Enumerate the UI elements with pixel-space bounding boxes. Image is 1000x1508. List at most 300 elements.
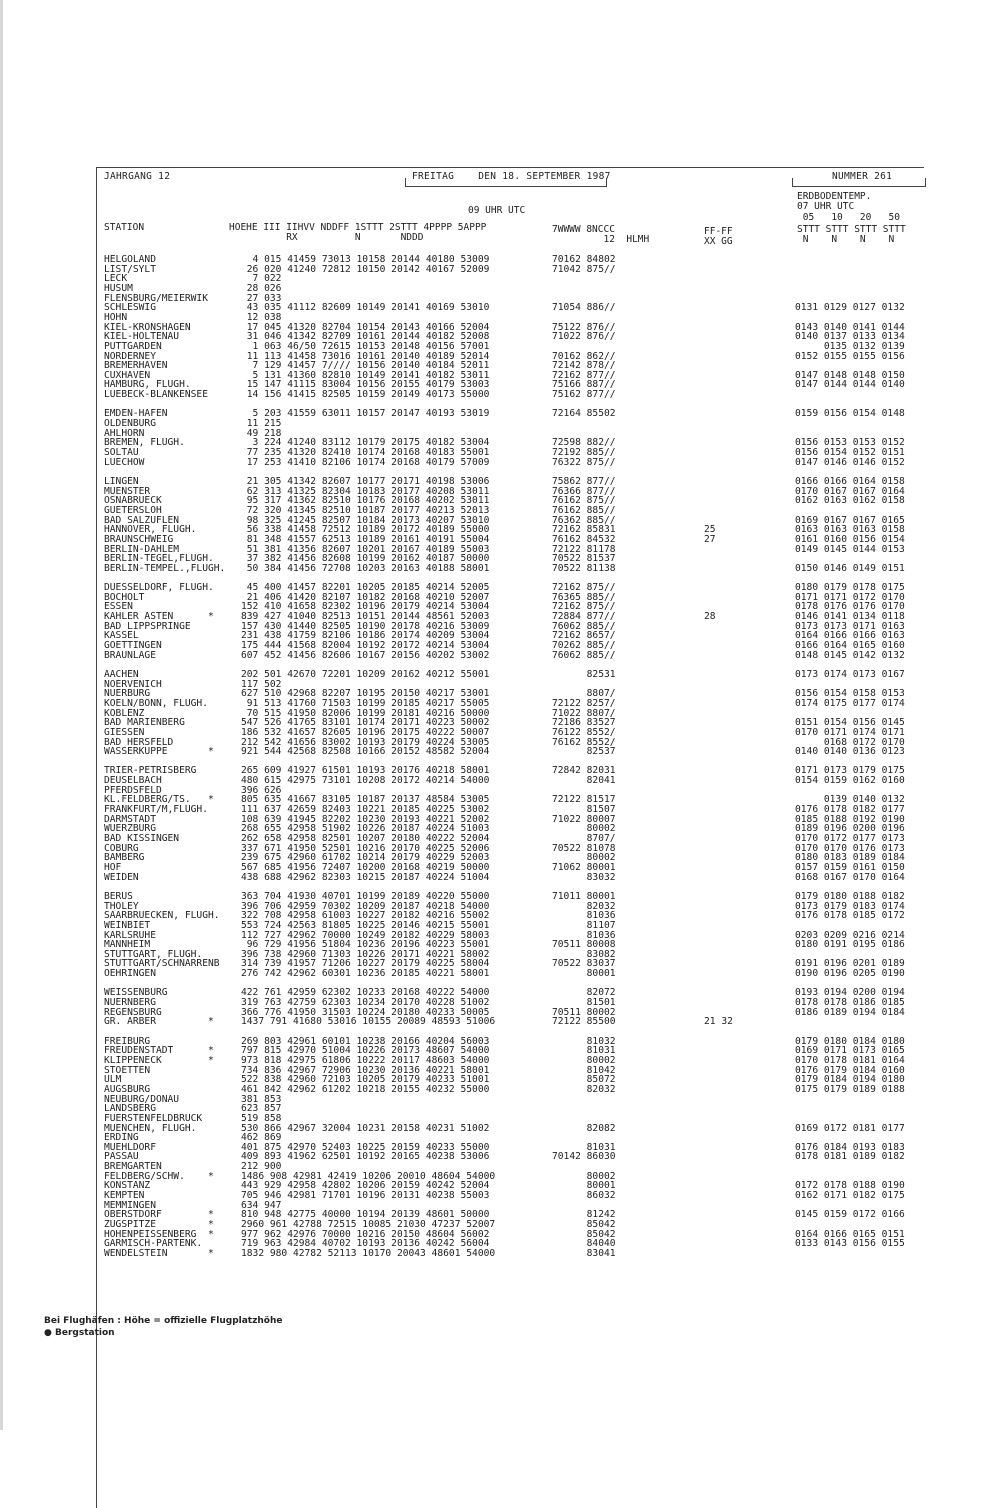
observation-values: 530 866 42967 32004 10231 20158 40231 51002 [241, 1122, 490, 1134]
synop-groups: 70162 84802 [552, 254, 616, 265]
station-name: FLENSBURG/MEIERWIK [104, 292, 208, 304]
observation-values: 212 542 41656 83002 10193 20179 40224 53005 [241, 736, 490, 748]
observation-values: 56 338 41458 72512 10189 20172 40189 55000 [241, 524, 490, 536]
soil-temperatures: 0168 0172 0170 [795, 736, 905, 748]
station-name: PFERDSFELD [104, 784, 162, 796]
synop-groups: 72162 875// [552, 582, 616, 594]
observation-values: 319 763 42759 62303 10234 20170 40228 51002 [241, 997, 490, 1009]
soil-temperatures: 0169 0172 0181 0177 [795, 1122, 905, 1134]
station-name: GR. ARBER * [104, 1016, 214, 1028]
station-name: KL.FELDBERG/TS. * [104, 794, 214, 806]
observation-values: 31 046 41342 82709 10161 20144 40182 52008 [241, 331, 490, 343]
observation-values: 797 815 42970 51004 10226 20173 48607 54000 [241, 1045, 490, 1057]
soil-temperatures: 0175 0179 0189 0188 [795, 1083, 905, 1095]
observation-values: 62 313 41325 82304 10183 20177 40208 53011 [241, 485, 490, 497]
soil-temperatures: 0147 0144 0144 0140 [795, 379, 905, 391]
observation-values: 337 671 41950 52501 10216 20170 40225 52006 [241, 842, 490, 854]
station-name: BERLIN-DAHLEM [104, 543, 180, 555]
table-row [0, 564, 1000, 574]
table-row [0, 1017, 1000, 1027]
observation-values: 117 502 [241, 678, 282, 690]
station-name: KAHLER ASTEN * [104, 611, 214, 623]
observation-values: 627 510 42968 82207 10195 20150 40217 53001 [241, 688, 490, 700]
synop-groups: 71054 886// [552, 302, 616, 314]
synop-groups: 72842 82031 [552, 765, 616, 777]
observation-values: 607 452 41456 82606 10167 20156 40202 53002 [241, 649, 490, 661]
synop-groups: 82041 [552, 775, 616, 787]
soil-temperatures: 0131 0129 0127 0132 [795, 302, 905, 314]
synop-groups: 70522 81078 [552, 842, 616, 854]
synop-groups: 72884 877// [552, 611, 616, 623]
synop-groups: 72186 83527 [552, 717, 616, 729]
soil-temperatures: 0190 0196 0205 0190 [795, 968, 905, 980]
soil-temperatures: 0178 0181 0189 0182 [795, 1151, 905, 1163]
synop-groups: 81042 [552, 1064, 616, 1076]
soil-temperatures: 0180 0191 0195 0186 [795, 939, 905, 951]
synop-groups: 76122 8552/ [552, 726, 616, 738]
synop-groups: 81107 [552, 919, 616, 931]
observation-values: 322 708 42958 61003 10227 20182 40216 55002 [241, 910, 490, 922]
soil-temperatures: 0166 0164 0165 0160 [795, 640, 905, 651]
station-header: STATION [104, 222, 145, 233]
soil-temperatures: 0203 0209 0216 0214 [795, 929, 905, 941]
station-name: GARMISCH-PARTENK. [104, 1238, 203, 1250]
station-name: GIESSEN [104, 726, 145, 738]
station-name: KLIPPENECK * [104, 1054, 214, 1066]
station-name: HOHENPEISSENBERG * [104, 1228, 214, 1240]
observation-values: 438 688 42962 82303 10215 20187 40224 51004 [241, 871, 490, 883]
station-name: BAD HERSFELD [104, 736, 174, 748]
synop-groups: 81507 [552, 804, 616, 816]
observation-values: 21 406 41420 82107 10182 20168 40210 52007 [241, 591, 490, 603]
station-name: LUECHOW [104, 456, 145, 468]
observation-values: 2960 961 42788 72515 10085 21030 47237 52007 [241, 1219, 496, 1230]
soil-temperatures: 0139 0140 0132 [795, 794, 905, 806]
observation-values: 269 803 42961 60101 10238 20166 40204 56003 [241, 1035, 490, 1047]
soil-temperatures: 0152 0155 0155 0156 [795, 350, 905, 362]
date-box [405, 178, 607, 187]
soil-temperatures: 0171 0171 0172 0170 [795, 591, 905, 603]
synop-groups: 76162 84532 [552, 533, 616, 545]
table-row [0, 390, 1000, 400]
synop-groups: 82537 [552, 746, 616, 758]
station-name: BAD LIPPSPRINGE [104, 620, 191, 632]
station-name: OSNABRUECK [104, 495, 162, 507]
station-name: MUEHLDORF [104, 1141, 156, 1153]
soil-temperatures: 0179 0184 0194 0180 [795, 1074, 905, 1086]
observation-values: 381 853 [241, 1093, 282, 1105]
station-name: HOHN [104, 311, 128, 323]
station-name: THOLEY [104, 900, 139, 912]
observation-values: 14 156 41415 82505 10159 20149 40173 55000 [241, 389, 490, 401]
table-row [0, 458, 1000, 468]
observation-values: 810 948 42775 40000 10194 20139 48601 50000 [241, 1209, 490, 1221]
station-name: ERDING [104, 1132, 139, 1144]
observation-values: 175 444 41568 82004 10192 20172 40214 53004 [241, 640, 490, 651]
synop-groups: 72122 85500 [552, 1016, 616, 1028]
observation-values: 519 858 [241, 1112, 282, 1124]
observation-values: 839 427 41040 82513 10151 20144 48561 52003 [241, 611, 490, 623]
station-name: KOELN/BONN, FLUGH. [104, 697, 208, 709]
table-row [0, 911, 1000, 921]
synop-groups: 70511 80002 [552, 1006, 616, 1018]
observation-values: 705 946 42981 71701 10196 20131 40238 55003 [241, 1190, 490, 1202]
synop-groups: 72598 882// [552, 437, 616, 449]
observation-values: 72 320 41345 82510 10187 20177 40213 52013 [241, 504, 490, 516]
soil-temperatures: 0156 0153 0153 0152 [795, 437, 905, 449]
observation-values: 396 626 [241, 784, 282, 796]
station-name: GUETERSLOH [104, 504, 162, 516]
soil-temperatures: 0185 0188 0192 0190 [795, 813, 905, 825]
station-name: HELGOLAND [104, 254, 156, 265]
observation-values: 17 253 41410 82106 10174 20168 40179 57009 [241, 456, 490, 468]
observation-values: 91 513 41760 71503 10199 20185 40217 55005 [241, 697, 490, 709]
synop-groups: 82082 [552, 1122, 616, 1134]
soil-temperatures: 0169 0167 0167 0165 [795, 514, 905, 526]
synop-groups: 81032 [552, 1035, 616, 1047]
soil-temperatures: 0171 0173 0179 0175 [795, 765, 905, 777]
synop-groups: 72122 81517 [552, 794, 616, 806]
observation-values: 443 929 42958 42802 10206 20159 40242 52004 [241, 1180, 490, 1192]
station-name: LINGEN [104, 475, 139, 487]
observation-values: 634 947 [241, 1199, 282, 1211]
observation-values: 95 317 41362 82510 10176 20168 40202 53011 [241, 495, 490, 507]
synop-groups: 76062 885// [552, 620, 616, 632]
station-name: DARMSTADT [104, 813, 156, 825]
station-name: HOF [104, 861, 122, 873]
station-name: BREMEN, FLUGH. [104, 437, 185, 449]
station-name: KIEL-KRONSHAGEN [104, 321, 191, 333]
station-name: BERUS [104, 890, 133, 902]
observation-values: 4 015 41459 73013 10158 20144 40180 53009 [241, 254, 490, 265]
soil-temperatures: 0151 0154 0156 0145 [795, 717, 905, 729]
observation-values: 5 131 41360 82810 10149 20141 40182 53011 [241, 369, 490, 381]
station-name: LIST/SYLT [104, 263, 156, 275]
synop-groups: 8707/ [552, 833, 616, 844]
synop-groups: 72162 875// [552, 601, 616, 613]
jahrgang: JAHRGANG 12 [104, 171, 171, 182]
synop-groups: 71042 875// [552, 263, 616, 275]
table-row [0, 747, 1000, 757]
soil-header-5: N N N N [797, 234, 895, 245]
observation-values: 17 045 41320 82704 10154 20143 40166 52004 [241, 321, 490, 333]
synop-header-1: 7WWWW 8NCCC [552, 224, 615, 235]
station-name: OBERSTDORF * [104, 1209, 214, 1221]
soil-temperatures: 0166 0166 0164 0158 [795, 475, 905, 487]
observation-values: 202 501 42670 72201 10209 20162 40212 55001 [241, 668, 490, 680]
synop-groups: 82072 [552, 987, 616, 999]
observation-values: 480 615 42975 73101 10208 20172 40214 54000 [241, 775, 490, 787]
station-name: WENDELSTEIN * [104, 1247, 214, 1259]
soil-temperatures: 0176 0178 0182 0177 [795, 804, 905, 816]
soil-temperatures: 0146 0141 0134 0118 [795, 611, 905, 623]
values-header-1: HOEHE III IIHVV NDDFF 1STTT 2STTT 4PPPP 5APPP [229, 222, 487, 233]
soil-temperatures: 0180 0183 0189 0184 [795, 852, 905, 864]
table-row [0, 274, 1000, 284]
table-row [0, 873, 1000, 883]
station-name: REGENSBURG [104, 1006, 162, 1018]
soil-temperatures: 0148 0145 0142 0132 [795, 649, 905, 661]
observation-values: 231 438 41759 82106 10186 20174 40209 53004 [241, 630, 490, 642]
soil-temperatures: 0193 0194 0200 0194 [795, 987, 905, 999]
observation-values: 7 129 41457 7//// 10156 20140 40184 52011 [241, 360, 490, 372]
observation-values: 921 544 42568 82508 10166 20152 48582 52004 [241, 746, 490, 758]
observation-values: 51 381 41356 82607 10201 20167 40189 55003 [241, 543, 490, 555]
synop-groups: 81031 [552, 1141, 616, 1153]
observation-values: 5 203 41559 63011 10157 20147 40193 53019 [241, 408, 490, 420]
synop-groups: 76062 885// [552, 649, 616, 661]
soil-temperatures: 0162 0163 0162 0158 [795, 495, 905, 507]
station-name: PUTTGARDEN [104, 340, 162, 352]
time-label: 09 UHR UTC [468, 205, 526, 216]
synop-groups: 71022 8807/ [552, 707, 616, 719]
synop-groups: 70511 80008 [552, 939, 616, 951]
soil-temperatures: 0179 0180 0188 0182 [795, 890, 905, 902]
station-name: KONSTANZ [104, 1180, 151, 1192]
observation-values: 805 635 41667 83105 10187 20137 48584 53005 [241, 794, 490, 806]
observation-values: 96 729 41956 51804 10236 20196 40223 55001 [241, 939, 490, 951]
synop-groups: 70522 81138 [552, 562, 616, 574]
observation-values: 314 739 41957 71206 10227 20179 40225 58004 [241, 958, 490, 970]
station-name: WUERZBURG [104, 823, 156, 835]
synop-groups: 76366 877// [552, 485, 616, 497]
report-date: FREITAG DEN 18. SEPTEMBER 1987 [412, 171, 611, 182]
station-name: FELDBERG/SCHW. * [104, 1170, 214, 1182]
synop-groups: 82531 [552, 668, 616, 680]
observation-values: 26 020 41240 72812 10150 20142 40167 52009 [241, 263, 490, 275]
station-name: EMDEN-HAFEN [104, 408, 168, 420]
station-name: OLDENBURG [104, 418, 156, 430]
synop-groups: 86032 [552, 1190, 616, 1202]
synop-groups: 85042 [552, 1228, 616, 1240]
soil-temperatures: 0159 0156 0154 0148 [795, 408, 905, 420]
station-name: BRAUNSCHWEIG [104, 533, 174, 545]
soil-temperatures: 0156 0154 0152 0151 [795, 447, 905, 458]
station-name: AACHEN [104, 668, 139, 680]
station-name: NUERNBERG [104, 997, 156, 1009]
station-name: MUENCHEN, FLUGH. [104, 1122, 197, 1134]
station-name: SOLTAU [104, 447, 139, 458]
station-name: ULM [104, 1074, 122, 1086]
soil-temperatures: 0178 0176 0176 0170 [795, 601, 905, 613]
station-name: GOETTINGEN [104, 640, 162, 651]
soil-temperatures: 0178 0178 0186 0185 [795, 997, 905, 1009]
soil-temperatures: 0157 0159 0161 0150 [795, 861, 905, 873]
station-name: LECK [104, 273, 128, 285]
observation-values: 567 685 41956 72407 10200 20168 40219 50000 [241, 861, 490, 873]
station-name: LUEBECK-BLANKENSEE [104, 389, 208, 401]
synop-groups: 70262 885// [552, 640, 616, 651]
number-box [792, 178, 926, 187]
observation-values: 12 038 [241, 311, 282, 323]
soil-temperatures: 0154 0159 0162 0160 [795, 775, 905, 787]
synop-groups: 76162 875// [552, 495, 616, 507]
observation-values: 7 022 [241, 273, 282, 285]
station-name: OEHRINGEN [104, 968, 156, 980]
observation-values: 719 963 42984 40702 10193 20136 40242 56004 [241, 1238, 490, 1250]
soil-temperatures: 0170 0178 0181 0164 [795, 1054, 905, 1066]
station-name: LANDSBERG [104, 1103, 156, 1115]
observation-values: 276 742 42962 60301 10236 20185 40221 58001 [241, 968, 490, 980]
station-name: BRAUNLAGE [104, 649, 156, 661]
observation-values: 15 147 41115 83004 10156 20155 40179 53003 [241, 379, 490, 391]
synop-groups: 81501 [552, 997, 616, 1009]
soil-temperatures: 0140 0137 0133 0134 [795, 331, 905, 343]
station-name: DUESSELDORF, FLUGH. [104, 582, 214, 594]
observation-values: 108 639 41945 82202 10230 20193 40221 52002 [241, 813, 490, 825]
synop-groups: 72142 878// [552, 360, 616, 372]
observation-values: 112 727 42962 70000 10249 20182 40229 58003 [241, 929, 490, 941]
station-name: DEUSELBACH [104, 775, 162, 787]
synop-groups: 72162 85831 [552, 524, 616, 536]
report-number: NUMMER 261 [832, 171, 893, 182]
observation-values: 363 704 41930 40701 10199 20189 40220 55000 [241, 890, 490, 902]
station-name: ESSEN [104, 601, 133, 613]
synop-groups: 80001 [552, 1180, 616, 1192]
observation-values: 265 609 41927 61501 10193 20176 40218 58001 [241, 765, 490, 777]
observation-values: 77 235 41320 82410 10174 20168 40183 55001 [241, 447, 490, 458]
table-row [0, 651, 1000, 661]
observation-values: 973 818 42975 61806 10222 20117 48603 54000 [241, 1054, 490, 1066]
soil-temperatures: 0164 0166 0165 0151 [795, 1228, 905, 1240]
observation-values: 11 113 41458 73016 10161 20140 40189 52014 [241, 350, 490, 362]
synop-groups: 75862 877// [552, 475, 616, 487]
table-row [0, 969, 1000, 979]
soil-temperatures: 0161 0160 0156 0154 [795, 533, 905, 545]
synop-groups: 72162 8657/ [552, 630, 616, 642]
soil-temperatures: 0189 0196 0200 0196 [795, 823, 905, 835]
footnote-airports: Bei Flughäfen : Höhe = offizielle Flugplatzhöhe [44, 1316, 283, 1326]
soil-temperatures: 0140 0140 0136 0123 [795, 746, 905, 758]
synop-groups: 85072 [552, 1074, 616, 1086]
station-name: NOERVENICH [104, 678, 162, 690]
table-row [0, 1124, 1000, 1134]
observation-values: 401 875 42970 52403 10225 20159 40233 55000 [241, 1141, 490, 1153]
station-name: HUSUM [104, 282, 133, 294]
observation-values: 28 026 [241, 282, 282, 294]
observation-values: 239 675 42960 61702 10214 20179 40229 52003 [241, 852, 490, 864]
observation-values: 21 305 41342 82607 10177 20171 40198 53006 [241, 475, 490, 487]
observation-values: 366 776 41950 31503 10224 20180 40233 50005 [241, 1006, 490, 1018]
observation-values: 212 900 [241, 1161, 282, 1173]
station-name: BAMBERG [104, 852, 145, 864]
station-name: KOBLENZ [104, 707, 145, 719]
synop-groups: 72192 885// [552, 447, 616, 458]
station-name: BREMGARTEN [104, 1161, 162, 1173]
station-name: NORDERNEY [104, 350, 156, 362]
table-row [0, 265, 1000, 275]
synop-groups: 72164 85502 [552, 408, 616, 420]
table-row [0, 1249, 1000, 1259]
observation-values: 43 035 41112 82609 10149 20141 40169 53010 [241, 302, 490, 314]
synop-groups: 81036 [552, 929, 616, 941]
soil-temperatures: 0133 0143 0156 0155 [795, 1238, 905, 1250]
synop-header-2: 12 HLMH [552, 234, 650, 245]
station-name: BAD KISSINGEN [104, 833, 180, 844]
soil-temperatures: 0172 0178 0188 0190 [795, 1180, 905, 1192]
table-row [0, 303, 1000, 313]
synop-groups: 70522 83037 [552, 958, 616, 970]
observation-values: 152 410 41658 82302 10196 20179 40214 53004 [241, 601, 490, 613]
synop-groups: 75166 887// [552, 379, 616, 391]
synop-groups: 76362 885// [552, 514, 616, 526]
soil-temperatures: 0180 0179 0178 0175 [795, 582, 905, 594]
soil-temperatures: 0179 0180 0184 0180 [795, 1035, 905, 1047]
synop-groups: 76162 885// [552, 504, 616, 516]
station-name: ZUGSPITZE * [104, 1219, 214, 1230]
soil-temperatures: 0169 0171 0173 0165 [795, 1045, 905, 1057]
synop-groups: 83041 [552, 1247, 616, 1259]
synop-groups: 80002 [552, 1170, 616, 1182]
station-name: SAARBRUECKEN, FLUGH. [104, 910, 220, 922]
station-name: FUERSTENFELDBRUCK [104, 1112, 203, 1124]
observation-values: 553 724 42563 81805 10225 20146 40215 55001 [241, 919, 490, 931]
synop-groups: 81031 [552, 1045, 616, 1057]
soil-temperatures: 0145 0159 0172 0166 [795, 1209, 905, 1221]
observation-values: 1832 980 42782 52113 10170 20043 48601 54000 [241, 1247, 496, 1259]
station-name: HAMBURG, FLUGH. [104, 379, 191, 391]
station-name: KARLSRUHE [104, 929, 156, 941]
station-name: WEINBIET [104, 919, 151, 931]
wind-header-2: XX GG [704, 236, 733, 247]
station-name: AUGSBURG [104, 1083, 151, 1095]
station-name: NEUBURG/DONAU [104, 1093, 180, 1105]
station-name: FREUDENSTADT * [104, 1045, 214, 1057]
observation-values: 49 218 [241, 427, 282, 439]
soil-temperatures: 0150 0146 0149 0151 [795, 562, 905, 574]
station-name: MANNHEIM [104, 939, 151, 951]
observation-values: 522 838 42960 72103 10205 20179 40233 51001 [241, 1074, 490, 1086]
station-name: NUERBURG [104, 688, 151, 700]
observation-values: 45 400 41457 82201 10205 20185 40214 52005 [241, 582, 490, 594]
synop-groups: 83082 [552, 948, 616, 960]
wind-gust: 25 [704, 524, 716, 536]
station-name: CUXHAVEN [104, 369, 151, 381]
soil-temperatures: 0176 0184 0193 0183 [795, 1141, 905, 1153]
station-name: KIEL-HOLTENAU [104, 331, 180, 343]
observation-values: 11 215 [241, 418, 282, 430]
synop-groups: 75162 877// [552, 389, 616, 401]
observation-values: 50 384 41456 72708 10203 20163 40188 58001 [241, 562, 490, 574]
synop-groups: 80002 [552, 823, 616, 835]
soil-header-3: 05 10 20 50 [797, 212, 900, 223]
footnote-mountain: ● Bergstation [44, 1328, 115, 1338]
table-row [0, 699, 1000, 709]
soil-temperatures: 0168 0167 0170 0164 [795, 871, 905, 883]
soil-temperatures: 0162 0171 0182 0175 [795, 1190, 905, 1202]
station-name: BREMERHAVEN [104, 360, 168, 372]
observation-values: 422 761 42959 62302 10233 20168 40222 54000 [241, 987, 490, 999]
soil-temperatures: 0147 0146 0146 0152 [795, 456, 905, 468]
observation-values: 262 658 42958 82501 10207 20180 40222 52004 [241, 833, 490, 844]
synop-groups: 84040 [552, 1238, 616, 1250]
station-name: STUTTGART/SCHNARRENB [104, 958, 220, 970]
observation-values: 461 842 42962 61202 10218 20155 40232 55000 [241, 1083, 490, 1095]
station-name: BERLIN-TEMPEL.,FLUGH. [104, 562, 226, 574]
values-header-2: RX N NDDD [229, 232, 424, 243]
soil-temperatures: 0164 0166 0166 0163 [795, 630, 905, 642]
observation-values: 1437 791 41680 53016 10155 20089 48593 51006 [241, 1016, 496, 1028]
soil-temperatures: 0170 0172 0177 0173 [795, 833, 905, 844]
synop-groups: 72122 8257/ [552, 697, 616, 709]
station-name: MEMMINGEN [104, 1199, 156, 1211]
station-name: STOETTEN [104, 1064, 151, 1076]
synop-groups: 80001 [552, 968, 616, 980]
synop-groups: 72162 877// [552, 369, 616, 381]
observation-values: 70 515 41950 82006 10199 20181 40216 50000 [241, 707, 490, 719]
station-name: FRANKFURT/M,FLUGH. [104, 804, 208, 816]
observation-values: 186 532 41657 82605 10196 20175 40222 50007 [241, 726, 490, 738]
